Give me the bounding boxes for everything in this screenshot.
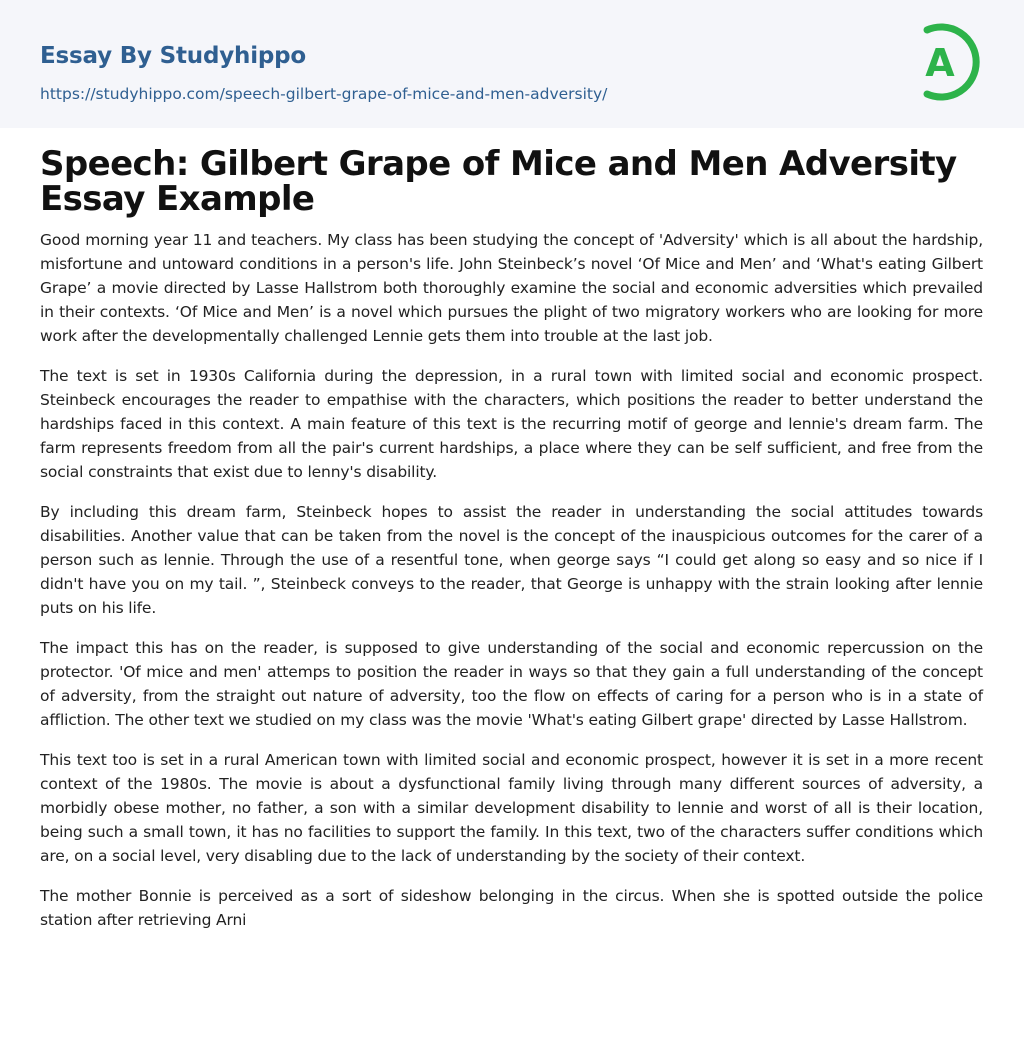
article-paragraph: The mother Bonnie is perceived as a sort of sideshow belonging in the circus. When she is spotted outside the police station after retrieving Arni <box>40 887 983 929</box>
article-paragraph: By including this dream farm, Steinbeck hopes to assist the reader in understanding the social attitudes towards disabilities. Another value that can be taken from the novel is the concept of the inauspicious outcomes for the carer of a person such as lennie. Through the use of a resentful tone, when george says “I could get along so easy and so nice if I didn't have you on my tail. ”, Steinbeck conveys to the reader, that George is unhappy with the strain looking after lennie puts on his life. <box>40 503 983 617</box>
article-paragraph: This text too is set in a rural American town with limited social and economic prospect, however it is set in a more recent context of the 1980s. The movie is about a dysfunctional family living through many different sources of adversity, a morbidly obese mother, no father, a son with a similar development disability to lennie and worst of all is their location, being such a small town, it has no facilities to support the family. In this text, two of the characters suffer conditions which are, on a social level, very disabling due to the lack of understanding by the society of their context. <box>40 751 983 865</box>
page-url-link[interactable]: https://studyhippo.com/speech-gilbert-grape-of-mice-and-men-adversity/ <box>40 85 608 103</box>
article-title: Speech: Gilbert Grape of Mice and Men Adversity Essay Example <box>40 144 957 219</box>
article-paragraph: The impact this has on the reader, is supposed to give understanding of the social and economic repercussion on the protector. 'Of mice and men' attemps to position the reader in ways so that they gain a full understanding of the concept of adversity, from the straight out nature of adversity, too the flow on effects of caring for a person who is in a state of affliction. The other text we studied on my class was the movie 'What's eating Gilbert grape' directed by Lasse Hallstrom. <box>40 639 983 729</box>
logo-letter: A <box>925 41 955 85</box>
site-header <box>0 0 1024 128</box>
article-body <box>40 228 983 948</box>
article-paragraph: The text is set in 1930s California during the depression, in a rural town with limited social and economic prospect. Steinbeck encourages the reader to empathise with the characters, which positions the reader to better understand the hardships faced in this context. A main feature of this text is the recurring motif of george and lennie's dream farm. The farm represents freedom from all the pair's current hardships, a place where they can be self sufficient, and free from the social constraints that exist due to lenny's disability. <box>40 367 983 481</box>
article-paragraph: Good morning year 11 and teachers. My class has been studying the concept of 'Adversity' which is all about the hardship, misfortune and untoward conditions in a person's life. John Steinbeck’s novel ‘Of Mice and Men’ and ‘What's eating Gilbert Grape’ a movie directed by Lasse Hallstrom both thoroughly examine the social and economic adversities which prevailed in their contexts. ‘Of Mice and Men’ is a novel which pursues the plight of two migratory workers who are looking for more work after the developmentally challenged Lennie gets them into trouble at the last job. <box>40 231 983 345</box>
site-brand[interactable]: Essay By Studyhippo <box>40 43 307 69</box>
ring-letter-logo-icon[interactable] <box>913 20 987 104</box>
